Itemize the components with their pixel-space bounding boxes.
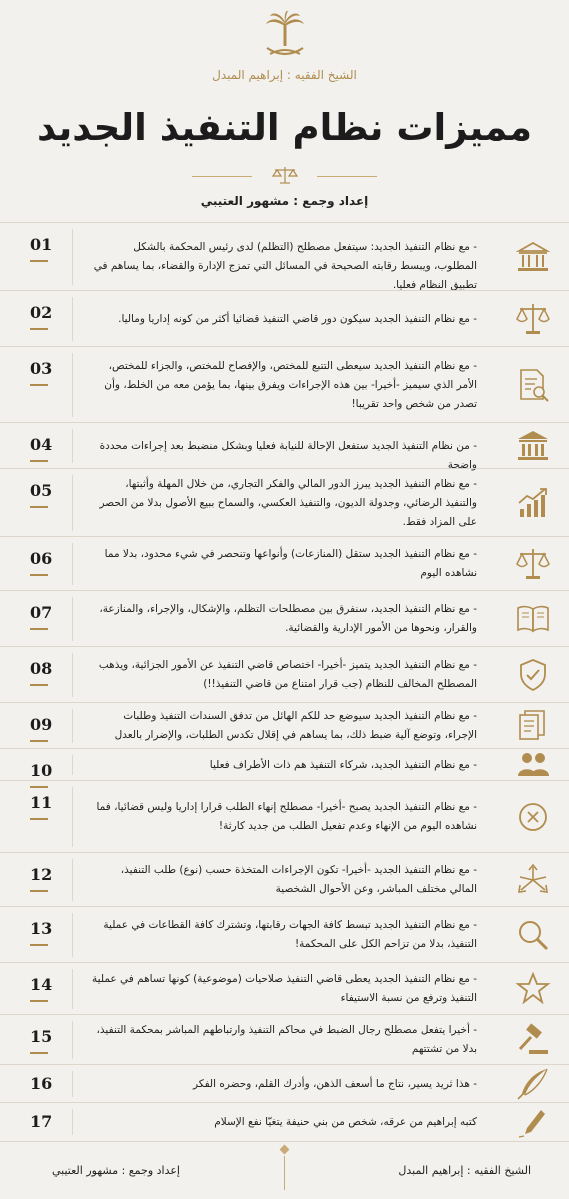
- feature-row: [0, 962, 569, 1014]
- item-number: 14: [30, 975, 53, 994]
- feature-text: - مع نظام التنفيذ الجديد ستقل (المنازعات) وأنواعها وتنحصر في شيء محدود، بدلا مما نشاهده اليوم: [104, 548, 477, 579]
- number-underline: [30, 328, 48, 330]
- number-underline: [30, 740, 48, 742]
- row-divider: [72, 787, 73, 847]
- feature-text: - مع نظام التنفيذ الجديد تبسط كافة الجهات رقابتها، وتشترك كافة القطاعات في عملية التنفيذ، بدلا من تزاحم الكل على المحكمة!: [103, 919, 477, 950]
- page-title: مميزات نظام التنفيذ الجديد: [36, 106, 533, 149]
- title-divider-right: [317, 176, 377, 177]
- row-divider: [72, 543, 73, 585]
- feature-row: [0, 646, 569, 702]
- people-icon: [515, 747, 551, 783]
- feature-text: - مع نظام التنفيذ الجديد يتميز -أخيرا- اختصاص قاضي التنفيذ عن الأمور الجزائية، ويذهب المصطلح المخالف للنظام (جب قرار امتناع من قاضي التنفيذ!!): [98, 659, 477, 690]
- building-icon: [515, 428, 551, 464]
- item-number: 06: [30, 549, 53, 568]
- number-underline: [30, 890, 48, 892]
- number-underline: [30, 260, 48, 262]
- magnifier-icon: [515, 917, 551, 953]
- row-divider: [72, 1071, 73, 1097]
- number-underline: [30, 574, 48, 576]
- pen-nib-icon: [515, 1104, 551, 1140]
- feature-text: - مع نظام التنفيذ الجديد يعطى قاضي التنفيذ صلاحيات (موضوعية) كونها تساهم في عملية التنفيذ وترفع من نسبة الاستيفاء: [92, 973, 477, 1004]
- feature-text: - مع نظام التنفيذ الجديد، سنفرق بين مصطلحات التظلم، والإشكال، والإجراء، والمنازعة، والقرار، ونحوها من الأمور الإدارية والقضائية.: [99, 603, 477, 634]
- number-underline: [30, 944, 48, 946]
- row-divider: [72, 969, 73, 1009]
- footer-divider: [284, 1156, 285, 1190]
- feature-text: - مع نظام التنفيذ الجديد سيكون دور قاضي التنفيذ قضائيا أكثر من كونه إداريا وماليا.: [118, 313, 477, 325]
- quill-icon: [515, 1066, 551, 1102]
- document-search-icon: [515, 367, 551, 403]
- item-number: 11: [30, 793, 53, 812]
- row-divider: [72, 859, 73, 901]
- scales-ornament-icon: [272, 165, 298, 185]
- feature-row: [0, 906, 569, 962]
- item-number: 02: [30, 303, 53, 322]
- shield-check-icon: [515, 657, 551, 693]
- row-divider: [72, 429, 73, 463]
- number-underline: [30, 506, 48, 508]
- number-underline: [30, 684, 48, 686]
- scales-icon: [515, 301, 551, 337]
- row-divider: [72, 653, 73, 697]
- feature-row: [0, 346, 569, 422]
- documents-icon: [515, 708, 551, 744]
- item-number: 16: [30, 1074, 53, 1093]
- footer-ornament: [280, 1145, 290, 1155]
- item-number: 04: [30, 435, 53, 454]
- header: [0, 0, 569, 222]
- row-divider: [72, 1109, 73, 1135]
- palm-swords-emblem-icon: [262, 10, 308, 62]
- row-divider: [72, 353, 73, 417]
- feature-text: - مع نظام التنفيذ الجديد: سيتفعل مصطلح (التظلم) لدى رئيس المحكمة بالشكل المطلوب، ويبسط رقابته الصحيحة في المسائل التي تمزج الإدارة والقضاء، بما يساهم في تطبيق النظام فعليا.: [93, 241, 477, 291]
- feature-row: [0, 1064, 569, 1102]
- feature-row: [0, 1102, 569, 1140]
- growth-chart-icon: [515, 485, 551, 521]
- feature-text: كتبه إبراهيم من عرقه، شخص من بني حنيفة يتغيّا نفع الإسلام: [214, 1116, 477, 1128]
- number-underline: [30, 1000, 48, 1002]
- feature-row: [0, 1014, 569, 1064]
- feature-text: - مع نظام التنفيذ الجديد سيوضع حد للكم الهائل من تدفق السندات التنفيذ وطلبات الإجراء، وتوضع آلية ضبط ذلك، بما يساهم في إقلال تكدس الطلبات، والإضرار بالعدل: [114, 710, 477, 741]
- feature-row: [0, 780, 569, 852]
- open-book-icon: [515, 601, 551, 637]
- feature-text: - مع نظام التنفيذ الجديد -أخيرا- تكون الإجراءات المتخذة حسب (نوع) طلب التنفيذ، المالي مختلف المباشر، وعن الأحوال الشخصية: [120, 864, 477, 895]
- feature-row: [0, 590, 569, 646]
- number-underline: [30, 818, 48, 820]
- row-divider: [72, 229, 73, 285]
- row-divider: [72, 709, 73, 743]
- footer-compiler: إعداد وجمع : مشهور العتيبي: [52, 1164, 180, 1177]
- item-number: 17: [30, 1112, 53, 1131]
- compiled-by: إعداد وجمع : مشهور العتيبي: [200, 194, 369, 208]
- number-underline: [30, 384, 48, 386]
- title-divider-left: [192, 176, 252, 177]
- number-underline: [30, 1052, 48, 1054]
- feature-row: [0, 468, 569, 536]
- footer-author: الشيخ الفقيه : إبراهيم المبدل: [398, 1164, 531, 1177]
- item-number: 07: [30, 603, 53, 622]
- row-divider: [72, 755, 73, 775]
- number-underline: [30, 460, 48, 462]
- feature-row: [0, 222, 569, 290]
- feature-row: [0, 702, 569, 748]
- footer: [0, 1141, 569, 1199]
- item-number: 13: [30, 919, 53, 938]
- feature-text: - من نظام التنفيذ الجديد ستفعل الإحالة للنيابة فعليا وبشكل منضبط بعد إجراءات محددة واضحة: [99, 440, 477, 471]
- balance-icon: [515, 546, 551, 582]
- row-divider: [72, 913, 73, 957]
- author-line: الشيخ الفقيه : إبراهيم المبدل: [212, 68, 357, 82]
- feature-text: - مع نظام التنفيذ الجديد سيعطى التتبع للمختص، والإفصاح للمختص، والجزاء للمختص، الأمر الذي سيميز -أخيرا- بين هذه الإجراءات ويفرق بينها، بما يؤمن معه من الخلط، وأن تصدر من شخص واحد تقريبا!: [104, 360, 477, 410]
- item-number: 10: [30, 761, 53, 780]
- courthouse-icon: [515, 239, 551, 275]
- item-number: 08: [30, 659, 53, 678]
- row-divider: [72, 1021, 73, 1059]
- star-icon: [515, 971, 551, 1007]
- item-number: 03: [30, 359, 53, 378]
- item-number: 01: [30, 235, 53, 254]
- row-divider: [72, 297, 73, 341]
- row-divider: [72, 475, 73, 531]
- feature-row: [0, 290, 569, 346]
- feature-text: - مع نظام التنفيذ الجديد يصبح -أخيرا- مصطلح إنهاء الطلب قرارا إداريا وليس قضائيا، فما نشاهده اليوم من الإنهاء وعدم تفعيل الطلب من جديد كارثة!: [96, 801, 477, 832]
- feature-row: [0, 422, 569, 471]
- item-number: 12: [30, 865, 53, 884]
- item-number: 05: [30, 481, 53, 500]
- feature-text: - هذا ثريد يسير، نتاج ما أسعف الذهن، وأدرك القلم، وحضره الفكر: [193, 1078, 477, 1090]
- feature-text: - مع نظام التنفيذ الجديد، شركاء التنفيذ هم ذات الأطراف فعليا: [209, 759, 477, 771]
- gavel-icon: [515, 1022, 551, 1058]
- cancel-circle-icon: [515, 799, 551, 835]
- feature-row: [0, 852, 569, 906]
- item-number: 15: [30, 1027, 53, 1046]
- feature-row: [0, 536, 569, 590]
- split-arrows-icon: [515, 862, 551, 898]
- feature-text: - أخيرا يتفعل مصطلح رجال الضبط في محاكم التنفيذ وارتباطهم المباشر بمحكمة التنفيذ، بدلا من تشتتهم: [96, 1024, 477, 1055]
- feature-text: - مع نظام التنفيذ الجديد يبرز الدور المالي والفكر التجاري، من خلال المهلة وأثبتها، والتنفيذ الرضائي، وجدولة الديون، والتنفيذ العكسي، والسماح ببيع الأصول بدلا من الحصر على المزاد فقط.: [99, 478, 477, 528]
- item-number: 09: [30, 715, 53, 734]
- feature-row: [0, 748, 569, 780]
- number-underline: [30, 628, 48, 630]
- row-divider: [72, 597, 73, 641]
